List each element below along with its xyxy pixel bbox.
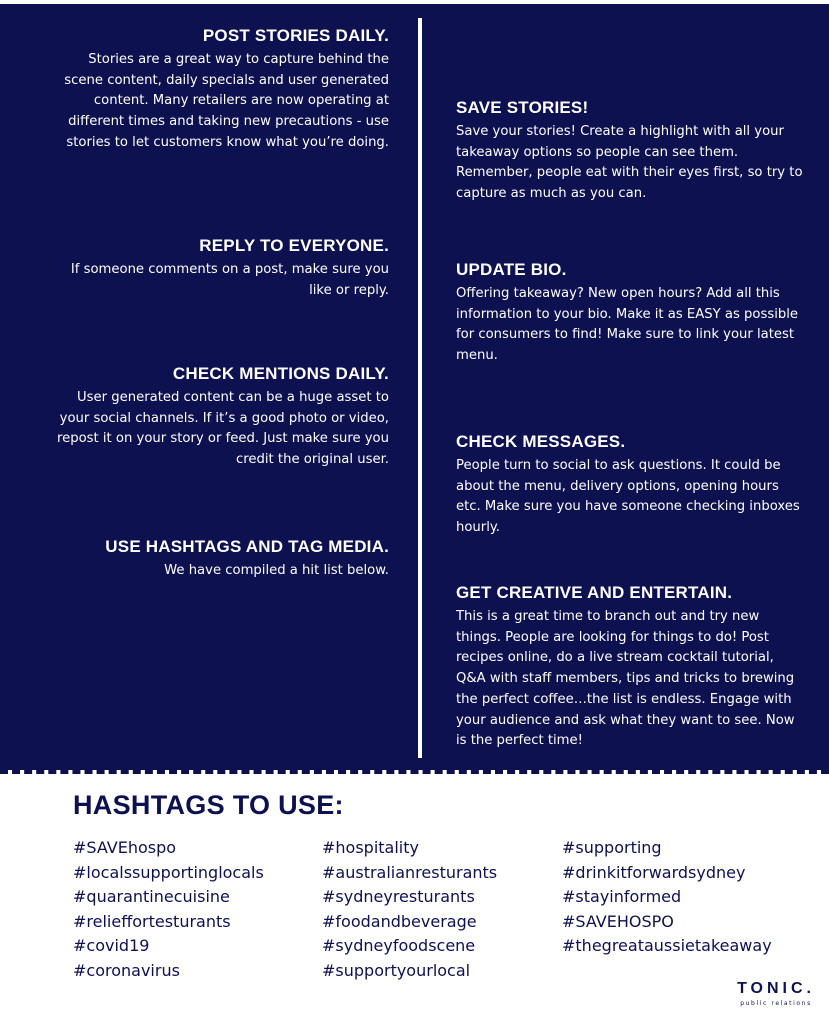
hashtag: #SAVEhospo <box>73 838 177 857</box>
hashtag: #sydneyresturants <box>322 887 475 907</box>
tip-title: GET CREATIVE AND ENTERTAIN. <box>456 583 733 602</box>
tip-title: POST STORIES DAILY. <box>202 26 389 45</box>
tip-update-bio <box>456 260 806 367</box>
hashtag: #supportyourlocal <box>322 960 471 980</box>
tip-body: People turn to social to ask questions. It could be about the menu, delivery options, opening hours etc. Make sure you have someone checking inboxes hourly. <box>456 458 800 536</box>
tip-body: User generated content can be a huge asset to your social channels. If it’s a good photo or video, repost it on your story or feed. Just make sure you credit the original user. <box>56 390 389 468</box>
hashtag: #relieffortesturants <box>73 911 231 931</box>
hashtag: #australianresturants <box>322 862 498 882</box>
tip-title: USE HASHTAGS AND TAG MEDIA. <box>105 537 389 556</box>
tip-save-stories <box>456 98 806 205</box>
tip-title: CHECK MENTIONS DAILY. <box>172 364 389 383</box>
hashtag-list-2 <box>322 836 497 984</box>
dashed-divider <box>0 770 829 774</box>
tip-body: Save your stories! Create a highlight with all your takeaway options so people can see them. Remember, people eat with their eyes first, so try to capture as much as you can. <box>456 124 803 202</box>
logo-tagline: public relations <box>740 1000 812 1007</box>
tip-use-hashtags <box>49 537 389 582</box>
hashtag-list-3 <box>562 836 772 959</box>
tip-title: CHECK MESSAGES. <box>456 432 626 451</box>
tip-title: SAVE STORIES! <box>456 98 589 117</box>
hashtag: #sydneyfoodscene <box>322 936 476 956</box>
tip-body: This is a great time to branch out and try new things. People are looking for things to do! Post recipes online, do a live stream cocktail tutorial, Q&A with staff members, tips and tricks to brewing the perfect coffee…the list is endless. Engage with your audience and ask what they want to see. Now is the perfect time! <box>456 609 795 749</box>
hashtag-list-1 <box>73 836 264 984</box>
hashtag: #covid19 <box>73 936 150 956</box>
hashtags-title: HASHTAGS TO USE: <box>73 790 344 820</box>
tip-title: REPLY TO EVERYONE. <box>199 236 389 255</box>
hashtag: #thegreataussietakeaway <box>562 936 772 956</box>
hashtag: #foodandbeverage <box>322 911 477 931</box>
hashtag: #quarantinecuisine <box>73 887 230 907</box>
vertical-divider <box>418 18 422 758</box>
logo-name: TONIC. <box>737 980 815 997</box>
tip-post-stories <box>49 26 389 154</box>
hashtag: #SAVEHOSPO <box>562 911 674 931</box>
tonic-logo <box>737 980 815 1007</box>
hashtag: #supporting <box>562 838 662 857</box>
tip-title: UPDATE BIO. <box>456 260 567 279</box>
tip-check-messages <box>456 432 806 539</box>
hashtag: #stayinformed <box>562 887 682 907</box>
tip-reply-everyone <box>49 236 389 301</box>
tip-body: If someone comments on a post, make sure you like or reply. <box>70 262 389 298</box>
hashtag: #hospitality <box>322 838 419 857</box>
hashtag: #localssupportinglocals <box>73 862 264 882</box>
tip-get-creative <box>456 583 806 752</box>
hashtag: #drinkitforwardsydney <box>562 862 746 882</box>
tip-body: We have compiled a hit list below. <box>164 563 389 578</box>
tip-body: Stories are a great way to capture behind the scene content, daily specials and user generated content. Many retailers are now operating at different times and taking new precautions - use stories to let customers know what you’re doing. <box>64 52 389 150</box>
tip-body: Offering takeaway? New open hours? Add all this information to your bio. Make it as EASY as possible for consumers to find! Make sure to link your latest menu. <box>456 286 799 364</box>
tip-check-mentions <box>49 364 389 471</box>
hashtag: #coronavirus <box>73 960 180 980</box>
